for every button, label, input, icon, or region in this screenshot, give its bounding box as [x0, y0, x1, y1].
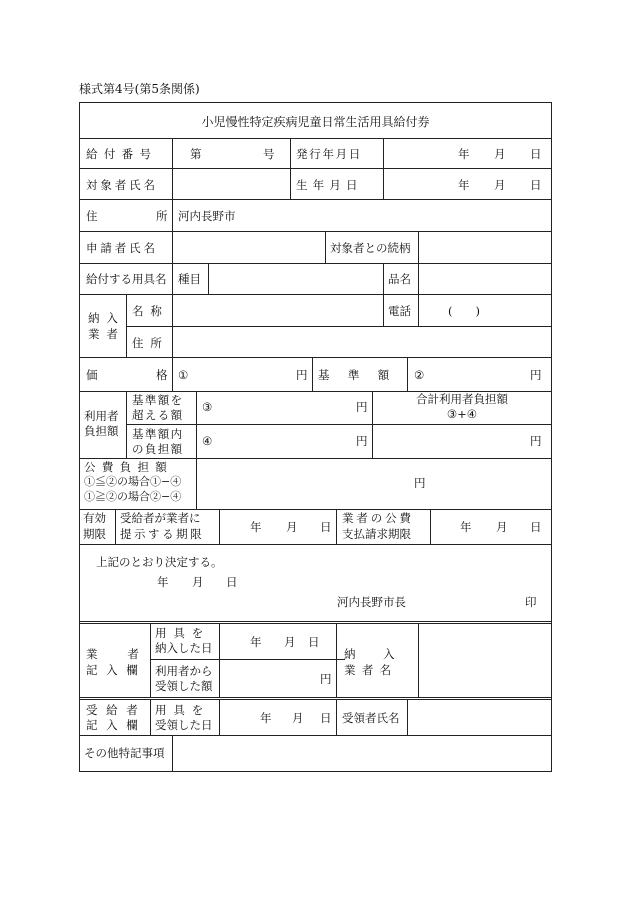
present-deadline-field[interactable] [222, 512, 333, 541]
row-line [80, 735, 551, 736]
issue-date-field[interactable] [386, 141, 548, 165]
benefit-number-field[interactable] [202, 141, 258, 165]
total-burden-field[interactable] [375, 427, 525, 455]
vendor-phone-parens: ( ) [448, 304, 480, 318]
vendor-entry-label-1: 業者 [86, 647, 169, 661]
col-line [430, 509, 431, 544]
claim-month-mark: 月 [496, 520, 508, 534]
product-name-field[interactable] [421, 266, 548, 291]
row-line [80, 544, 551, 545]
row-line [80, 263, 551, 264]
row-line [80, 138, 551, 139]
birth-month-mark: 月 [494, 178, 506, 192]
row-line [80, 357, 551, 358]
price-label-first: 価 [86, 368, 98, 382]
receiver-name-field[interactable] [410, 702, 548, 732]
received-day-mark: 日 [320, 711, 332, 725]
row-line [80, 509, 551, 510]
within-standard-label-1: 基準額内 [132, 427, 184, 441]
col-line [126, 294, 127, 357]
vendor-name-field[interactable] [175, 297, 380, 323]
col-line [115, 509, 116, 544]
received-month-mark: 月 [292, 711, 304, 725]
benefit-number-label: 給付番号 [86, 147, 158, 161]
birthdate-label: 生年月日 [296, 178, 363, 192]
item-type-field[interactable] [211, 266, 380, 291]
delivered-month-mark: 月 [284, 635, 296, 649]
present-deadline-label-2: 提示する期限 [120, 527, 205, 541]
col-line [172, 231, 173, 263]
col-line [312, 357, 313, 391]
benefit-voucher-form [79, 102, 552, 772]
total-burden-label-2: ③+④ [446, 407, 478, 421]
received-date-field[interactable] [222, 702, 333, 732]
vendor-address-field[interactable] [175, 329, 548, 354]
col-line [172, 138, 173, 199]
other-notes-label: その他特記事項 [84, 746, 165, 760]
standard-amount-field[interactable] [428, 360, 526, 388]
over-standard-label-1: 基準額を [132, 393, 184, 407]
received-amount-label-1: 利用者から [155, 664, 213, 678]
col-line [418, 263, 419, 294]
received-year-mark: 年 [260, 711, 272, 725]
col-line [172, 199, 173, 231]
received-date-label-1: 用具を [155, 703, 211, 717]
item-type-label: 種目 [178, 272, 201, 286]
vendor-entry-label-2: 記入欄 [86, 663, 147, 677]
row-line [126, 424, 551, 425]
col-line [219, 509, 220, 544]
benefit-number-suffix: 号 [263, 147, 275, 161]
decision-date-field[interactable] [140, 571, 250, 591]
user-burden-label-2: 負担額 [84, 424, 119, 438]
within-standard-label-2: の負担額 [132, 442, 184, 456]
col-line [336, 623, 337, 698]
price-label-last: 格 [156, 368, 168, 382]
address-label-last: 所 [156, 209, 168, 223]
vendor-group-label-2: 業者 [88, 327, 125, 341]
address-value: 河内長野市 [178, 209, 236, 223]
price-field[interactable] [192, 360, 292, 388]
claim-year-mark: 年 [460, 520, 472, 534]
vendor-group-label-1: 納入 [88, 311, 125, 325]
price-yen-1: 円 [296, 368, 308, 382]
col-line [196, 391, 197, 458]
vendor-phone-field[interactable] [421, 297, 548, 323]
applicant-name-field[interactable] [175, 234, 322, 260]
row-line [126, 326, 551, 327]
public-burden-field[interactable] [199, 461, 409, 506]
validity-label-1: 有効 [83, 511, 106, 525]
row-line [150, 659, 345, 660]
col-line [219, 699, 220, 735]
birth-day-mark: 日 [530, 178, 542, 192]
received-amount-yen: 円 [320, 672, 332, 686]
row-line [80, 168, 551, 169]
row-line [80, 199, 551, 200]
claim-deadline-label-2: 支払請求期限 [342, 527, 411, 541]
col-line [336, 509, 337, 544]
col-line [172, 735, 173, 771]
issue-date-label: 発行年月日 [296, 147, 363, 161]
public-burden-label-1: 公費負担額 [84, 460, 174, 474]
form-number-label: 様式第4号(第5条関係) [79, 82, 200, 96]
vendor-name-label: 名称 [132, 304, 169, 318]
received-date-label-2: 受領した日 [155, 718, 213, 732]
within-standard-field[interactable] [216, 427, 352, 455]
public-burden-yen: 円 [414, 476, 426, 490]
total-burden-yen: 円 [530, 434, 542, 448]
relation-field[interactable] [421, 234, 548, 260]
vendor-name-entry-label-2: 業者名 [344, 663, 398, 677]
present-year-mark: 年 [250, 520, 262, 534]
received-amount-label-2: 受領した額 [155, 679, 213, 693]
total-burden-label-1: 合計利用者負担額 [416, 392, 508, 406]
vendor-name-entry-field[interactable] [421, 625, 548, 694]
item-name-label: 給付する用具名 [86, 272, 167, 286]
row-line [80, 458, 551, 459]
birthdate-field[interactable] [386, 171, 548, 196]
subject-name-label: 対象者氏名 [86, 178, 158, 192]
claim-deadline-label-1: 業者の公費 [342, 511, 414, 525]
public-burden-label-3: ①≧②の場合②−④ [84, 490, 182, 503]
price-marker-1: ① [178, 368, 189, 382]
receiver-name-label: 受領者氏名 [342, 711, 400, 725]
issue-month-mark: 月 [494, 147, 506, 161]
standard-amount-label: 基準額 [318, 368, 408, 382]
form-title: 小児慢性特定疾病児童日常生活用具給付券 [201, 115, 430, 129]
product-name-label: 品名 [388, 272, 411, 286]
delivered-day-mark: 日 [308, 635, 320, 649]
issue-year-mark: 年 [458, 147, 470, 161]
user-burden-label-1: 利用者 [84, 409, 119, 423]
vendor-phone-label: 電話 [388, 304, 411, 318]
col-line [325, 231, 326, 263]
col-line [383, 138, 384, 199]
over-standard-field[interactable] [216, 394, 352, 422]
burden-yen-3: 円 [356, 400, 368, 414]
recipient-entry-label-2: 記入欄 [86, 718, 147, 732]
col-line [407, 699, 408, 735]
col-line [196, 458, 197, 509]
col-line [172, 294, 173, 357]
row-line [80, 231, 551, 232]
col-line [383, 294, 384, 326]
applicant-name-label: 申請者氏名 [86, 241, 158, 255]
decision-month-mark: 月 [192, 575, 204, 589]
received-amount-field[interactable] [222, 662, 317, 694]
col-line [418, 231, 419, 263]
present-deadline-label-1: 受給者が業者に [120, 511, 201, 525]
delivered-date-label-2: 納入した日 [155, 641, 213, 655]
col-line [418, 294, 419, 326]
public-burden-label-2: ①≦②の場合①−④ [84, 475, 182, 488]
delivered-date-label-1: 用具を [155, 626, 211, 640]
relation-label: 対象者との続柄 [330, 241, 411, 255]
col-line [336, 699, 337, 735]
col-line [208, 263, 209, 294]
delivered-year-mark: 年 [250, 635, 262, 649]
vendor-name-entry-label-1: 納入 [344, 647, 423, 661]
decision-text: 上記のとおり決定する。 [96, 555, 223, 569]
col-line [150, 699, 151, 735]
burden-marker-4: ④ [202, 434, 213, 448]
col-line [219, 623, 220, 698]
benefit-number-prefix: 第 [190, 147, 202, 161]
claim-day-mark: 日 [530, 520, 542, 534]
delivered-date-field[interactable] [222, 625, 333, 656]
vendor-address-label: 住所 [132, 336, 169, 350]
decision-day-mark: 日 [226, 575, 238, 589]
present-day-mark: 日 [320, 520, 332, 534]
subject-name-field[interactable] [175, 171, 287, 196]
seal-mark: 印 [525, 595, 537, 609]
col-line [290, 138, 291, 199]
burden-marker-3: ③ [202, 400, 213, 414]
mayor-label: 河内長野市長 [337, 595, 406, 609]
row-line [80, 294, 551, 295]
over-standard-label-2: 超える額 [132, 408, 184, 422]
col-line [172, 263, 173, 294]
issue-day-mark: 日 [530, 147, 542, 161]
address-field[interactable] [240, 202, 548, 228]
birth-year-mark: 年 [458, 178, 470, 192]
address-label-first: 住 [86, 209, 98, 223]
other-notes-field[interactable] [175, 738, 548, 768]
present-month-mark: 月 [286, 520, 298, 534]
price-yen-2: 円 [530, 368, 542, 382]
price-marker-2: ② [414, 368, 425, 382]
claim-deadline-field[interactable] [433, 512, 548, 541]
col-line [383, 263, 384, 294]
burden-yen-4: 円 [356, 434, 368, 448]
validity-label-2: 期限 [83, 527, 106, 541]
decision-year-mark: 年 [157, 575, 169, 589]
col-line [172, 357, 173, 391]
recipient-entry-label-1: 受給者 [86, 703, 147, 717]
col-line [126, 391, 127, 458]
